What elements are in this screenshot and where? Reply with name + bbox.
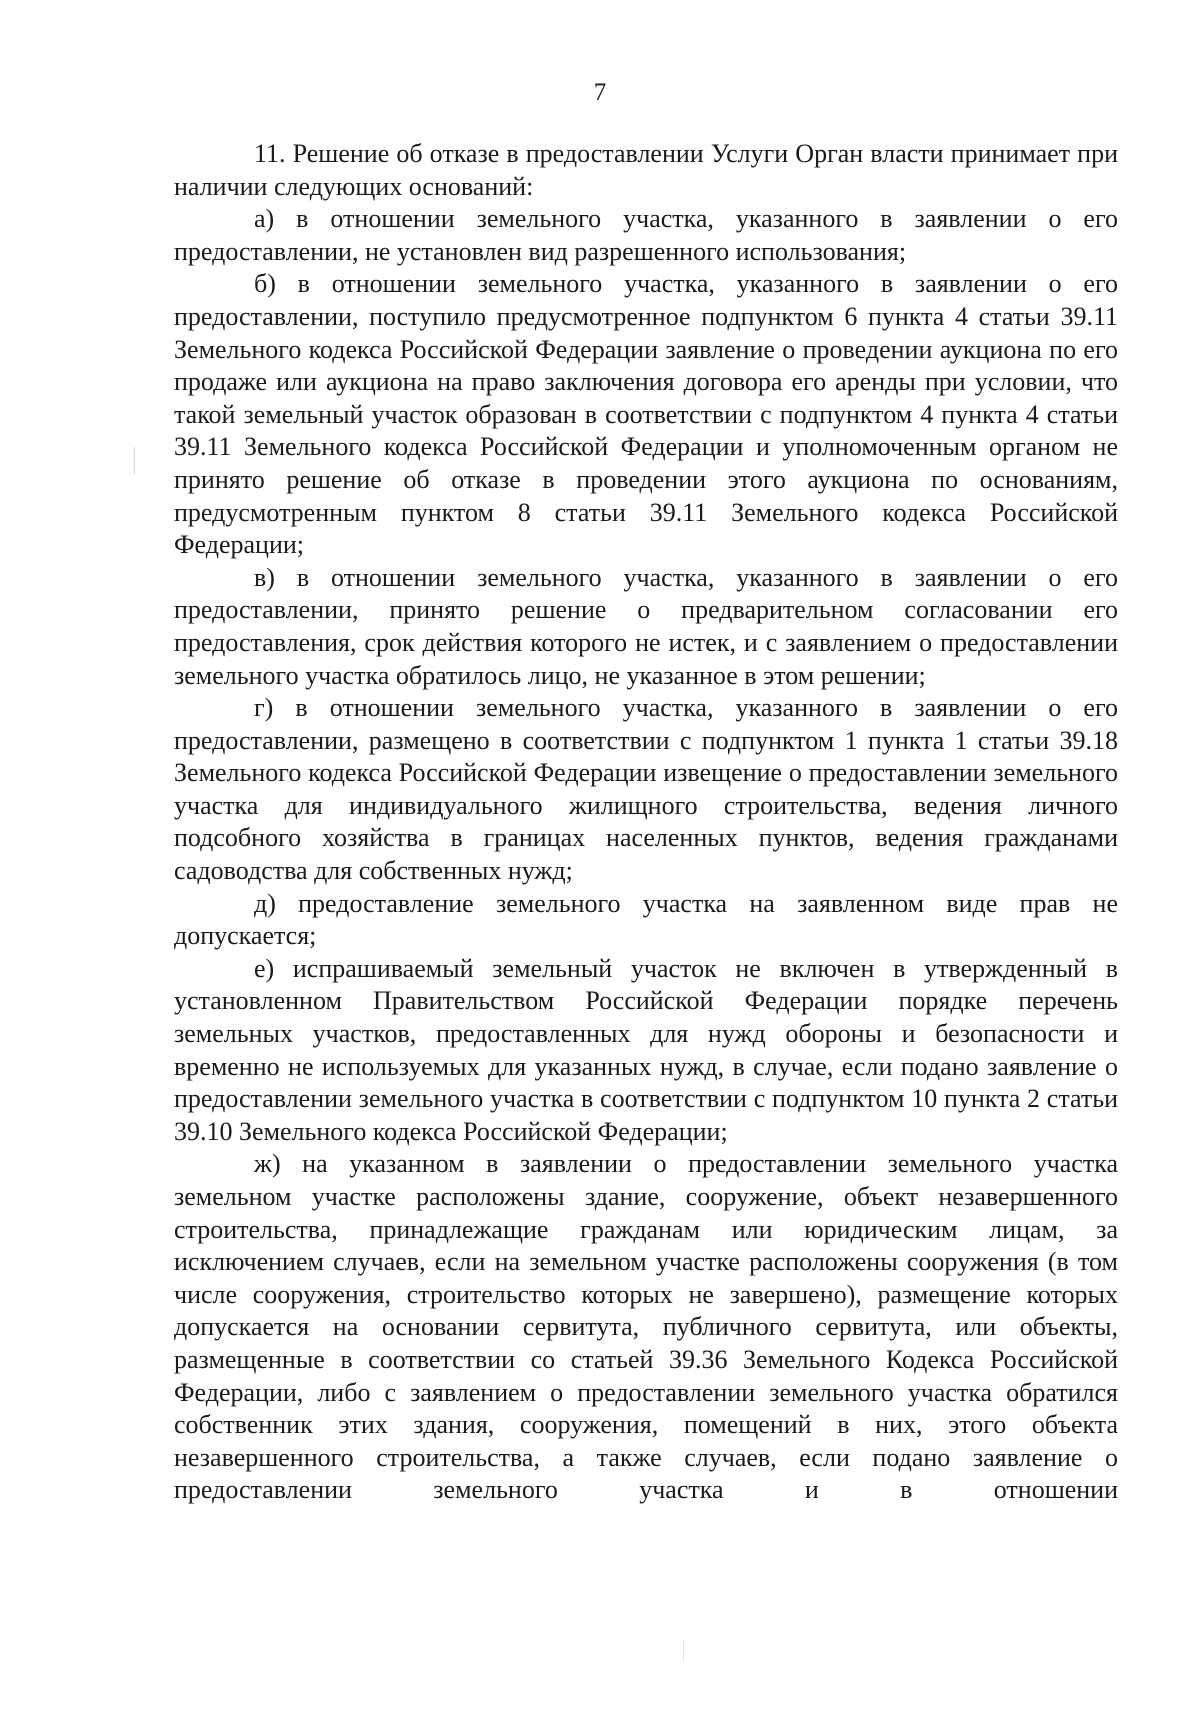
paragraph-item-e: е) испрашиваемый земельный участок не включен в утвержденный в установленном Правительством Российской Федерации порядке перечень земельных участков, предоставленных для нужд обороны и безопасности и временно не используемых для указанных нужд, в случае, если подано заявление о предоставлении земельного участка в соответствии с подпунктом 10 пункта 2 статьи 39.10 Земельного кодекса Российской Федерации; — [174, 953, 1118, 1146]
scan-bottom-mark — [683, 1640, 684, 1662]
paragraph-item-g: г) в отношении земельного участка, указанного в заявлении о его предоставлении, размещено в соответствии с подпунктом 1 пункта 1 статьи 39.18 Земельного кодекса Российской Федерации извещение о предоставлении земельного участка для индивидуального жилищного строительства, ведения личного подсобного хозяйства в границах населенных пунктов, ведения гражданами садоводства для собственных нужд; — [174, 693, 1118, 886]
paragraph-11: 11. Решение об отказе в предоставлении Услуги Орган власти принимает при наличии следующих оснований: — [174, 139, 1118, 201]
paragraph-item-a: а) в отношении земельного участка, указанного в заявлении о его предоставлении, не установлен вид разрешенного использования; — [174, 204, 1118, 266]
paragraph-item-v: в) в отношении земельного участка, указанного в заявлении о его предоставлении, принято решение о предварительном согласовании его предоставления, срок действия которого не истек, и с заявлением о предоставлении земельного участка обратилось лицо, не указанное в этом решении; — [174, 562, 1118, 690]
page-number: 7 — [593, 79, 607, 106]
scan-margin-mark — [134, 447, 135, 475]
paragraph-item-d: д) предоставление земельного участка на заявленном виде прав не допускается; — [174, 888, 1118, 951]
paragraph-item-b: б) в отношении земельного участка, указанного в заявлении о его предоставлении, поступило предусмотренное подпунктом 6 пункта 4 статьи 39.11 Земельного кодекса Российской Федерации заявление о проведении аукциона по его продаже или аукциона на право заключения договора его аренды при условии, что такой земельный участок образован в соответствии с подпунктом 4 пункта 4 статьи 39.11 Земельного кодекса Российской Федерации и уполномоченным органом не принято решение об отказе в проведении этого аукциона по основаниям, предусмотренным пунктом 8 статьи 39.11 Земельного кодекса Российской Федерации; — [174, 269, 1118, 560]
paragraph-item-zh: ж) на указанном в заявлении о предоставлении земельного участка земельном участке расположены здание, сооружение, объект незавершенного строительства, принадлежащие гражданам или юридическим лицам, за исключением случаев, если на земельном участке расположены сооружения (в том числе сооружения, строительство которых не завершено), размещение которых допускается на основании сервитута, публичного сервитута, или объекты, размещенные в соответствии со статьей 39.36 Земельного Кодекса Российской Федерации, либо с заявлением о предоставлении земельного участка обратился собственник этих здания, сооружения, помещений в них, этого объекта незавершенного строительства, а также случаев, если подано заявление о предоставлении земельного участка и в отношении — [174, 1149, 1118, 1505]
document-body — [174, 138, 1118, 1507]
